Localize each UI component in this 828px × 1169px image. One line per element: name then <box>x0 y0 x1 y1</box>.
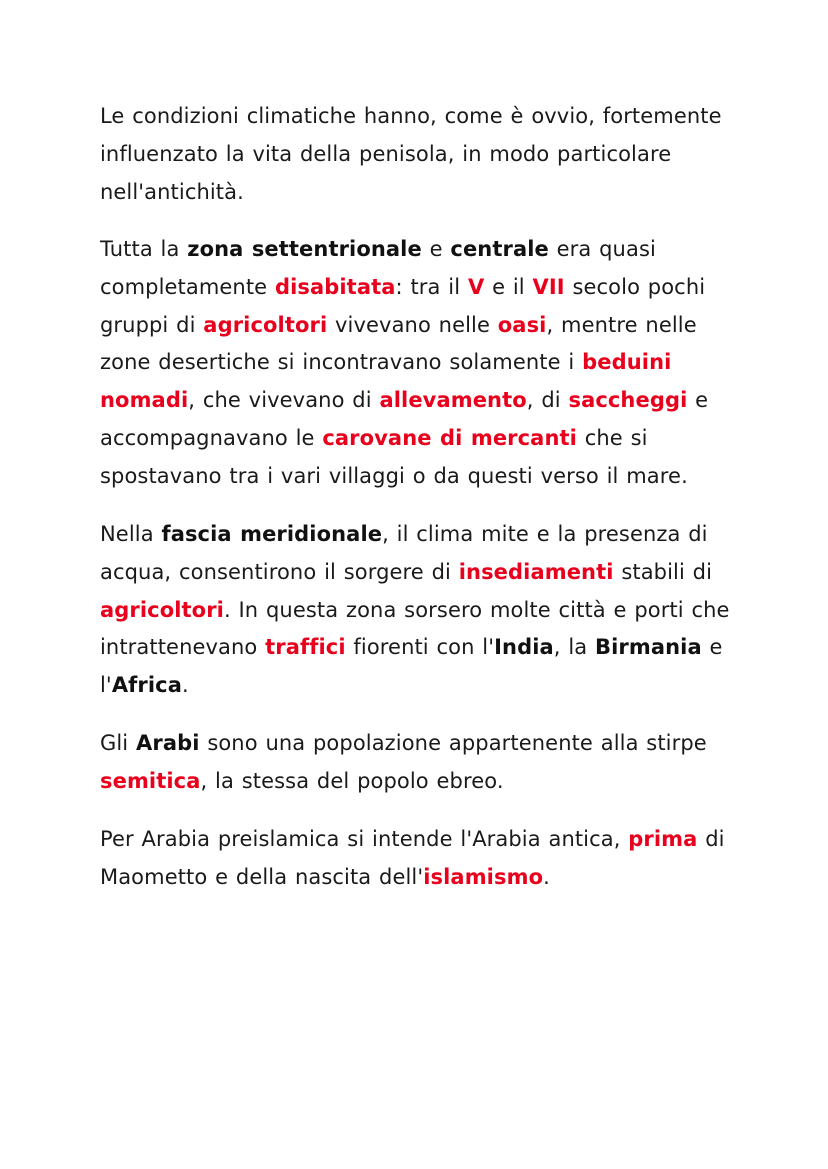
text-run: Nella <box>100 522 162 546</box>
text-run: Le condizioni climatiche hanno, come è ovvio, fortemente influenzato la vita della penisola, in modo particolare nell'antichità. <box>100 104 722 204</box>
highlighted-term: disabitata <box>274 274 396 299</box>
highlighted-term: agricoltori <box>100 597 224 622</box>
text-run: fiorenti con l' <box>345 635 495 660</box>
bold-term: zona settentrionale <box>187 237 422 261</box>
highlighted-term: oasi <box>497 312 547 337</box>
text-run: e accompagnavano le <box>100 388 709 450</box>
text-run: di Maometto e della nascita dell' <box>100 827 725 889</box>
text-run: , che vivevano di <box>188 388 380 413</box>
text-run: . In questa zona sorsero molte città e porti che intrattenevano <box>100 597 730 660</box>
text-run: e il <box>484 274 533 299</box>
text-run: e <box>421 237 451 261</box>
paragraph-climate <box>100 98 740 211</box>
text-run: , la stessa del popolo ebreo. <box>200 768 504 793</box>
highlighted-term: allevamento <box>379 388 527 413</box>
highlighted-term: prima <box>628 827 698 851</box>
bold-term: India <box>494 635 554 660</box>
text-run: Tutta la <box>100 237 188 261</box>
text-run: Gli <box>100 731 137 755</box>
text-run: secolo pochi gruppi di <box>100 274 706 337</box>
highlighted-term: beduini nomadi <box>100 350 672 413</box>
highlighted-term: carovane di mercanti <box>322 425 577 450</box>
text-run: era quasi completamente <box>100 237 656 299</box>
highlighted-term: agricoltori <box>203 312 328 337</box>
paragraph-arabs <box>100 725 740 801</box>
text-run: , la <box>553 635 596 660</box>
highlighted-term: VII <box>532 274 565 299</box>
text-run: sono una popolazione appartenente alla stirpe <box>199 731 707 755</box>
highlighted-term: saccheggi <box>568 388 688 413</box>
text-run: vivevano nelle <box>327 312 498 337</box>
bold-term: Arabi <box>136 731 200 755</box>
bold-term: fascia meridionale <box>161 522 383 546</box>
text-run: , di <box>526 388 569 413</box>
paragraph-pre-islamic-arabia <box>100 821 740 897</box>
text-run: Per Arabia preislamica si intende l'Arabia antica, <box>100 827 629 851</box>
text-run: , il clima mite e la presenza di acqua, consentirono il sorgere di <box>100 522 708 584</box>
highlighted-term: traffici <box>265 635 346 660</box>
text-run: che si spostavano tra i vari villaggi o da questi verso il mare. <box>100 425 688 488</box>
highlighted-term: semitica <box>100 768 201 793</box>
paragraph-north-central-zone <box>100 231 740 496</box>
text-run: stabili di <box>613 559 713 584</box>
text-run: . <box>543 864 550 889</box>
bold-term: Birmania <box>595 635 702 660</box>
text-run: , mentre nelle zone desertiche si incontravano solamente i <box>100 312 697 375</box>
text-run: e l' <box>100 635 723 698</box>
text-run: : tra il <box>395 274 468 299</box>
highlighted-term: islamismo <box>423 864 544 889</box>
bold-term: Africa <box>111 673 182 698</box>
paragraph-southern-band <box>100 516 740 705</box>
highlighted-term: V <box>467 274 485 299</box>
text-run: . <box>181 673 189 698</box>
highlighted-term: insediamenti <box>458 559 614 584</box>
bold-term: centrale <box>450 237 549 261</box>
